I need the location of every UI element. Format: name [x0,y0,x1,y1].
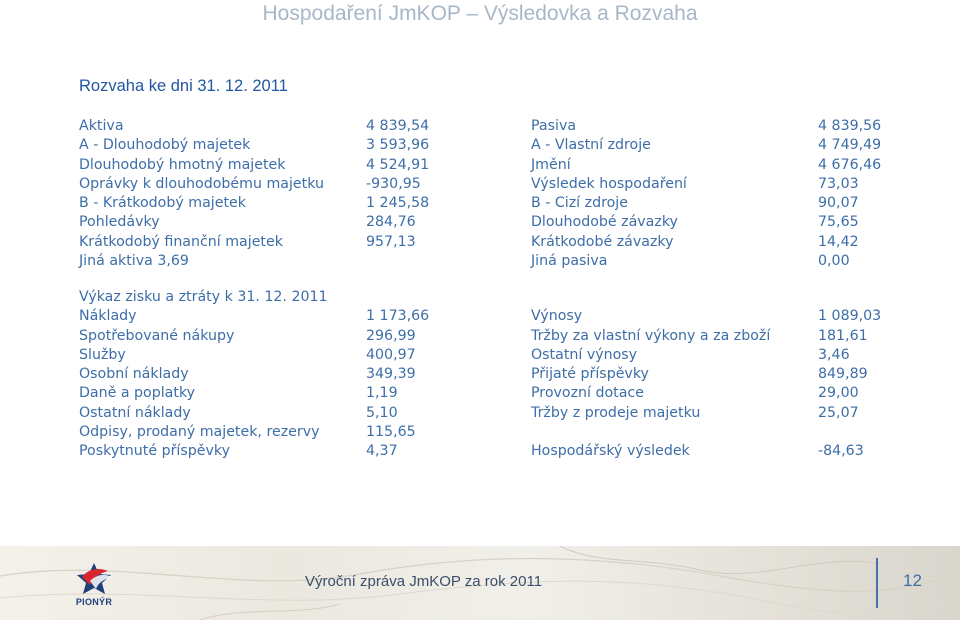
row-value: 4 839,56 [818,118,882,134]
row-label: Spotřebované nákupy [79,327,235,344]
row-value: -930,95 [366,175,421,192]
row-label: B - Cizí zdroje [531,195,628,212]
row-value: 400,97 [366,346,416,363]
row-value: 90,07 [818,195,859,212]
row-value: 25,07 [818,404,859,421]
row-value: 349,39 [366,366,416,383]
row-value: 0,00 [818,253,850,270]
row-label: Výnosy [531,308,583,325]
row-label: Tržby za vlastní výkony a za zboží [531,327,771,344]
row-value: 73,03 [818,175,859,192]
row-value: 115,65 [366,424,416,441]
row-value: 4 749,49 [818,137,882,154]
row-label: Aktiva [79,118,124,134]
row-label: Dlouhodobé závazky [531,214,678,231]
row-label: Služby [79,346,126,363]
row-label: Ostatní výnosy [531,346,638,363]
row-label: Jmění [531,156,571,173]
row-value: 5,10 [366,404,398,421]
page-number: 12 [903,571,922,590]
row-label: Dlouhodobý hmotný majetek [79,156,286,173]
row-label: Výsledek hospodaření [531,175,687,192]
pionyr-logo [68,559,120,617]
row-value: 14,42 [818,233,859,250]
row-label: A - Vlastní zdroje [531,137,651,154]
row-value: 1,19 [366,385,398,402]
footer-divider [876,558,878,608]
row-label: Osobní náklady [79,366,189,383]
row-label: Hospodářský výsledek [531,443,690,460]
row-label: Odpisy, prodaný majetek, rezervy [79,424,320,441]
row-value: -84,63 [818,443,864,460]
row-label: Pohledávky [79,214,160,231]
row-value: 3,46 [818,346,850,363]
row-label: Přijaté příspěvky [531,366,649,383]
row-value: 1 245,58 [366,195,430,212]
row-label: A - Dlouhodobý majetek [79,137,251,154]
row-value: 4 524,91 [366,156,430,173]
row-label: Pasiva [531,118,577,134]
row-value: 29,00 [818,385,859,402]
pionyr-logo-text: PIONÝR [75,597,113,607]
row-label: Náklady [79,308,137,325]
row-value: 4 839,54 [366,118,430,134]
row-value: 296,99 [366,327,416,344]
row-value: 3 593,96 [366,137,430,154]
row-label: Oprávky k dlouhodobému majetku [79,175,324,192]
row-value: 4,37 [366,443,398,460]
row-label: Jiná pasiva [531,253,608,270]
row-value: 75,65 [818,214,859,231]
row-label: Jiná aktiva 3,69 [79,253,189,270]
row-value: 957,13 [366,233,416,250]
footer [0,546,960,620]
row-label: B - Krátkodobý majetek [79,195,246,212]
row-label: Krátkodobý finanční majetek [79,233,283,250]
row-value: 181,61 [818,327,868,344]
row-label: Krátkodobé závazky [531,233,674,250]
row-label: Ostatní náklady [79,404,191,421]
row-value: 1 089,03 [818,308,882,325]
balance-heading: Rozvaha ke dni 31. 12. 2011 [79,77,288,95]
row-value: 849,89 [818,366,868,383]
row-label: Poskytnuté příspěvky [79,443,230,460]
footer-text: Výroční zpráva JmKOP za rok 2011 [305,573,543,590]
pionyr-logo-icon [68,559,120,597]
page-title: Hospodaření JmKOP – Výsledovka a Rozvaha [262,2,698,25]
income-heading: Výkaz zisku a ztráty k 31. 12. 2011 [79,289,328,305]
row-label: Tržby z prodeje majetku [531,404,701,421]
row-label: Provozní dotace [531,385,644,402]
row-value: 1 173,66 [366,308,430,325]
row-value: 4 676,46 [818,156,882,173]
row-value: 284,76 [366,214,416,231]
row-label: Daně a poplatky [79,385,196,402]
